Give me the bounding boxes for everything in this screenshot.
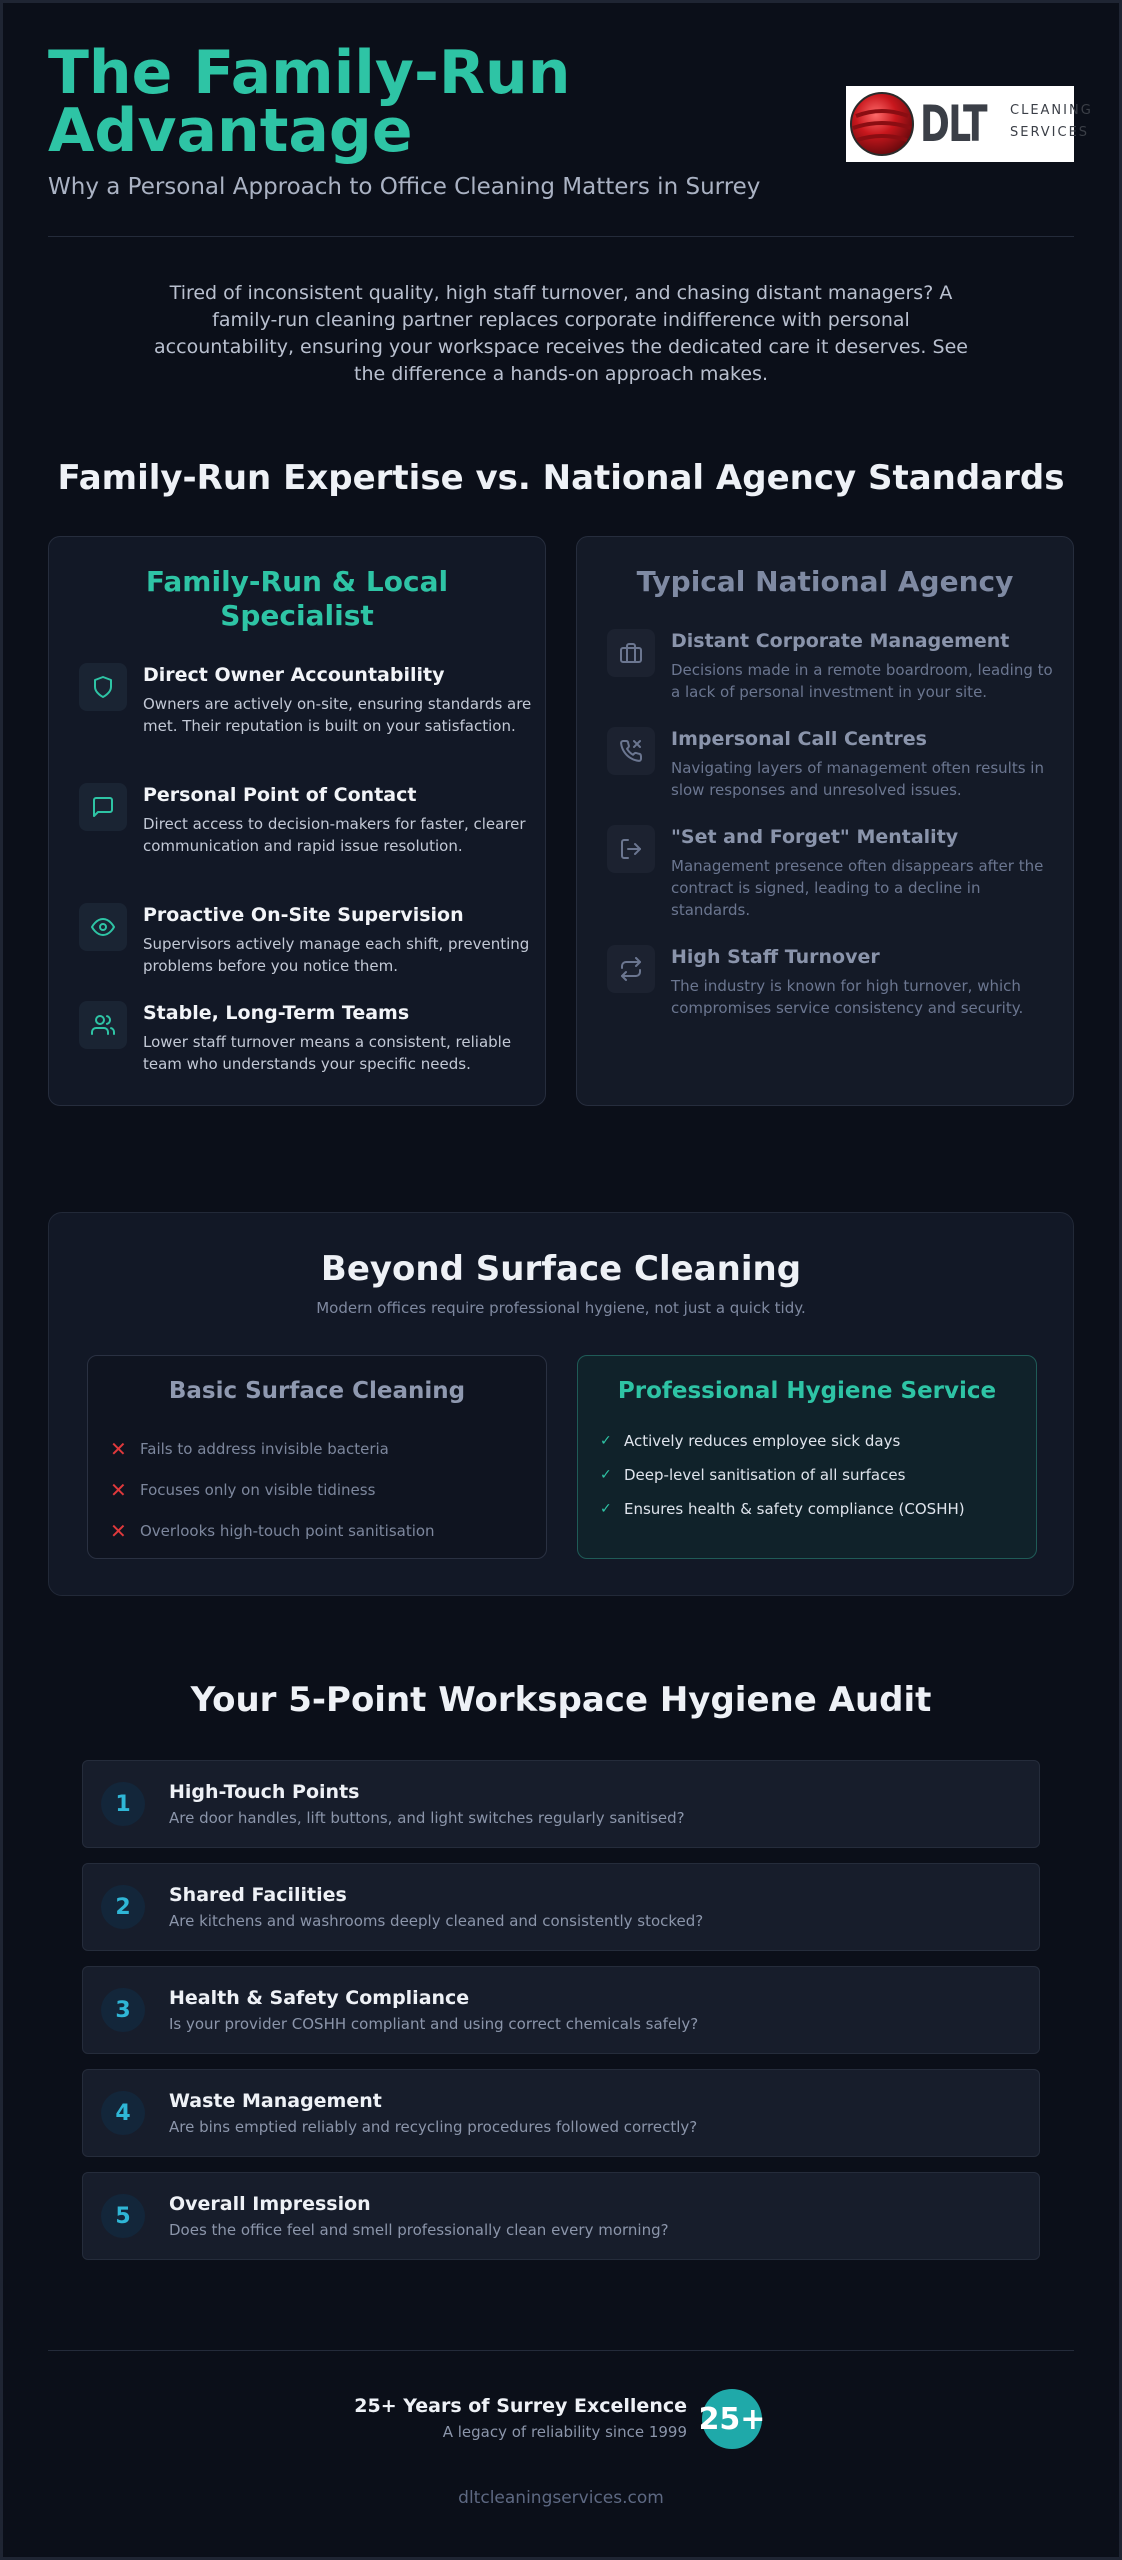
- list-item: [110, 1510, 530, 1551]
- professional-hygiene-card: [577, 1355, 1037, 1559]
- audit-desc: Are bins emptied reliably and recycling procedures followed correctly?: [169, 2118, 698, 2136]
- years-badge: 25+: [702, 2389, 762, 2449]
- professional-hygiene-list: [600, 1424, 1020, 1526]
- list-item-text: Overlooks high-touch point sanitisation: [140, 1521, 435, 1540]
- beyond-title: Beyond Surface Cleaning: [320, 1249, 802, 1289]
- intro-paragraph: Tired of inconsistent quality, high staff turnover, and chasing distant managers? A family-run cleaning partner replaces corporate indifference with personal accountability, ensuring your workspace receives the dedicated care it deserves. See the difference a hands-on approach makes.: [154, 282, 968, 385]
- beyond-subtitle: Modern offices require professional hygiene, not just a quick tidy.: [316, 1299, 806, 1317]
- list-item-text: Deep-level sanitisation of all surfaces: [624, 1466, 906, 1484]
- cross-icon: ✕: [110, 1477, 127, 1502]
- audit-number: 1: [101, 1782, 145, 1826]
- company-logo: [846, 86, 1093, 162]
- chat-icon: [79, 783, 127, 831]
- feature-desc: Management presence often disappears after the contract is signed, leading to a decline in standards.: [671, 857, 1044, 919]
- national-agency-title: Typical National Agency: [636, 565, 1014, 598]
- feature-desc: Navigating layers of management often results in slow responses and unresolved issues.: [671, 759, 1044, 799]
- website-link[interactable]: dltcleaningservices.com: [458, 2488, 664, 2508]
- audit-desc: Are kitchens and washrooms deeply cleaned and consistently stocked?: [169, 1912, 704, 1930]
- audit-item: [82, 1966, 1040, 2054]
- audit-desc: Are door handles, lift buttons, and light switches regularly sanitised?: [169, 1809, 685, 1827]
- list-item-text: Ensures health & safety compliance (COSHH): [624, 1500, 965, 1518]
- users-icon: [79, 1001, 127, 1049]
- divider: [48, 2350, 1074, 2351]
- audit-number: 2: [101, 1885, 145, 1929]
- audit-number: 4: [101, 2091, 145, 2135]
- audit-desc: Does the office feel and smell professionally clean every morning?: [169, 2221, 669, 2239]
- phone-icon: [607, 727, 655, 775]
- page-title: The Family-Run Advantage: [48, 38, 571, 166]
- professional-hygiene-title: Professional Hygiene Service: [617, 1378, 997, 1404]
- logout-icon: [607, 825, 655, 873]
- feature-title: Direct Owner Accountability: [143, 664, 445, 686]
- divider: [48, 236, 1074, 237]
- audit-title: Overall Impression: [169, 2193, 371, 2215]
- audit-heading: Your 5-Point Workspace Hygiene Audit: [190, 1680, 932, 1720]
- logo-sub-top: CLEANING: [1010, 103, 1093, 118]
- logo-globe-icon: [848, 90, 916, 158]
- page-subtitle: Why a Personal Approach to Office Cleaning Matters in Surrey: [48, 174, 761, 200]
- audit-title: Shared Facilities: [169, 1884, 347, 1906]
- feature-title: Distant Corporate Management: [671, 630, 1010, 652]
- list-item: [600, 1424, 1020, 1458]
- header: [48, 38, 1093, 204]
- audit-item: [82, 1760, 1040, 1848]
- check-icon: ✓: [600, 1467, 612, 1483]
- audit-number: 3: [101, 1988, 145, 2032]
- feature-desc: Decisions made in a remote boardroom, leading to a lack of personal investment in your site.: [671, 661, 1053, 701]
- basic-cleaning-list: [110, 1428, 530, 1551]
- logo-sub-bottom: SERVICES: [1010, 125, 1090, 140]
- audit-desc: Is your provider COSHH compliant and using correct chemicals safely?: [169, 2015, 699, 2033]
- shield-icon: [79, 663, 127, 711]
- audit-title: Health & Safety Compliance: [169, 1987, 470, 2009]
- feature-title: "Set and Forget" Mentality: [671, 826, 959, 848]
- feature-title: Stable, Long-Term Teams: [143, 1002, 410, 1024]
- family-run-title: Family-Run & Local Specialist: [145, 565, 449, 632]
- check-icon: ✓: [600, 1501, 612, 1517]
- audit-item: [82, 2172, 1040, 2260]
- beyond-surface-section: [48, 1212, 1074, 1596]
- logo-wordmark: DLT: [920, 95, 986, 153]
- comparison-heading: Family-Run Expertise vs. National Agency Standards: [57, 458, 1065, 498]
- audit-title: Waste Management: [169, 2090, 382, 2112]
- audit-item: [82, 1863, 1040, 1951]
- feature-desc: Lower staff turnover means a consistent, reliable team who understands your specific needs.: [143, 1033, 512, 1073]
- audit-item: [82, 2069, 1040, 2157]
- feature-title: Impersonal Call Centres: [671, 728, 927, 750]
- list-item: [110, 1428, 530, 1469]
- audit-title: High-Touch Points: [169, 1781, 360, 1803]
- basic-cleaning-title: Basic Surface Cleaning: [168, 1378, 466, 1404]
- basic-cleaning-card: [87, 1355, 547, 1559]
- feature-desc: Direct access to decision-makers for faster, clearer communication and rapid issue resolution.: [143, 815, 526, 855]
- feature-desc: Supervisors actively manage each shift, preventing problems before you notice them.: [143, 935, 530, 975]
- footer-subtitle: A legacy of reliability since 1999: [442, 2423, 687, 2441]
- list-item: [600, 1492, 1020, 1526]
- feature-title: High Staff Turnover: [671, 946, 880, 968]
- check-icon: ✓: [600, 1433, 612, 1449]
- feature-title: Proactive On-Site Supervision: [143, 904, 464, 926]
- list-item-text: Actively reduces employee sick days: [624, 1432, 901, 1450]
- footer-title: 25+ Years of Surrey Excellence: [354, 2395, 687, 2417]
- national-agency-card: [576, 536, 1074, 1106]
- cross-icon: ✕: [110, 1518, 127, 1543]
- audit-number: 5: [101, 2194, 145, 2238]
- briefcase-icon: [607, 629, 655, 677]
- family-run-card: [48, 536, 546, 1106]
- list-item: [600, 1458, 1020, 1492]
- feature-desc: The industry is known for high turnover, which compromises service consistency and security.: [671, 977, 1024, 1017]
- list-item-text: Fails to address invisible bacteria: [140, 1439, 389, 1458]
- eye-icon: [79, 903, 127, 951]
- logo-subtext: [1010, 100, 1093, 144]
- list-item-text: Focuses only on visible tidiness: [140, 1480, 376, 1499]
- feature-desc: Owners are actively on-site, ensuring standards are met. Their reputation is built on your satisfaction.: [143, 695, 532, 735]
- repeat-icon: [607, 945, 655, 993]
- feature-title: Personal Point of Contact: [143, 784, 417, 806]
- list-item: [110, 1469, 530, 1510]
- cross-icon: ✕: [110, 1436, 127, 1461]
